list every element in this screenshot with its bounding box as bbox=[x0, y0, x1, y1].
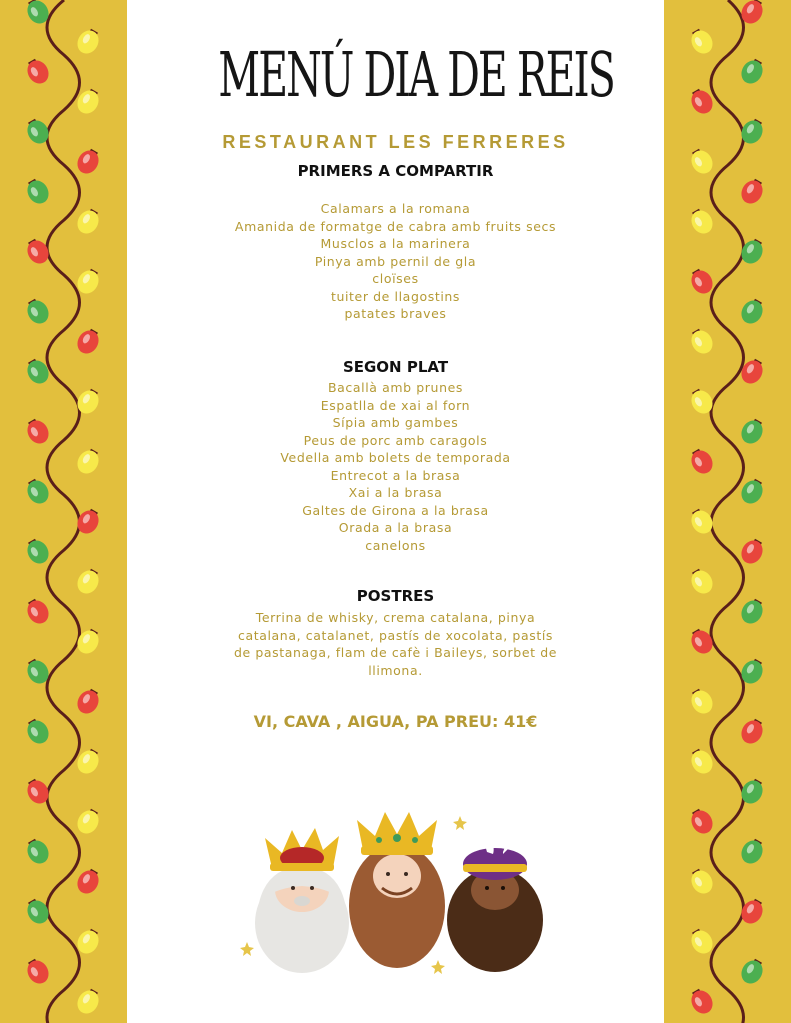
light-bulb-icon bbox=[73, 206, 103, 238]
right-garland-border bbox=[664, 0, 791, 1023]
light-bulb-icon bbox=[687, 566, 717, 598]
star-icon bbox=[240, 942, 254, 956]
light-bulb-icon bbox=[687, 146, 717, 178]
list-item: Amanida de formatge de cabra amb fruits secs bbox=[234, 218, 557, 234]
light-bulb-icon bbox=[737, 296, 767, 328]
light-bulb-icon bbox=[73, 866, 103, 898]
list-item: canelons bbox=[365, 537, 426, 553]
light-bulb-icon bbox=[23, 716, 53, 748]
list-item: Musclos a la marinera bbox=[320, 236, 471, 251]
list-item: Entrecot a la brasa bbox=[330, 467, 461, 483]
light-bulb-icon bbox=[73, 566, 103, 598]
list-item: Xai a la brasa bbox=[348, 485, 443, 500]
section-heading-primers: PRIMERS A COMPARTIR bbox=[297, 162, 494, 180]
light-bulb-icon bbox=[737, 56, 767, 88]
light-bulb-icon bbox=[687, 866, 717, 898]
light-bulb-icon bbox=[737, 836, 767, 868]
light-bulb-icon bbox=[73, 386, 103, 418]
primers-list bbox=[127, 200, 664, 323]
light-bulb-icon bbox=[737, 956, 767, 988]
list-item: Orada a la brasa bbox=[338, 520, 453, 535]
light-bulb-icon bbox=[687, 806, 717, 838]
list-item: Bacallà amb prunes bbox=[327, 380, 463, 395]
list-item: Sípia amb gambes bbox=[332, 415, 459, 430]
star-icon bbox=[431, 960, 445, 974]
left-garland-border bbox=[0, 0, 127, 1023]
section-heading-postres: POSTRES bbox=[356, 587, 435, 605]
list-item: Espatlla de xai al forn bbox=[320, 397, 471, 413]
light-bulb-icon bbox=[73, 806, 103, 838]
section-heading-segon: SEGON PLAT bbox=[342, 358, 449, 376]
light-bulb-icon bbox=[687, 326, 717, 358]
light-bulb-icon bbox=[23, 476, 53, 508]
light-bulb-icon bbox=[73, 446, 103, 478]
light-bulb-icon bbox=[737, 476, 767, 508]
light-bulb-icon bbox=[73, 26, 103, 58]
light-bulb-icon bbox=[737, 596, 767, 628]
list-item: Galtes de Girona a la brasa bbox=[302, 502, 489, 518]
king-brown-beard bbox=[349, 812, 445, 968]
light-bulb-icon bbox=[23, 56, 53, 88]
light-bulb-icon bbox=[23, 536, 53, 568]
light-bulb-icon bbox=[687, 446, 717, 478]
light-bulb-icon bbox=[687, 26, 717, 58]
price-footer: VI, CAVA , AIGUA, PA PREU: 41€ bbox=[253, 712, 538, 731]
light-bulb-icon bbox=[73, 686, 103, 718]
light-bulb-icon bbox=[23, 416, 53, 448]
list-item: patates braves bbox=[344, 306, 447, 321]
list-item: Pinya amb pernil de gla bbox=[314, 253, 477, 269]
light-bulb-icon bbox=[23, 176, 53, 208]
light-bulb-icon bbox=[73, 986, 103, 1018]
light-bulb-icon bbox=[737, 416, 767, 448]
list-item: Vedella amb bolets de temporada bbox=[280, 450, 511, 465]
list-item: Calamars a la romana bbox=[320, 201, 471, 216]
light-bulb-icon bbox=[23, 956, 53, 988]
garland-wire bbox=[47, 0, 80, 1023]
light-bulb-icon bbox=[73, 326, 103, 358]
light-bulb-icon bbox=[687, 206, 717, 238]
king-white-beard bbox=[255, 828, 349, 973]
string-lights-garland-icon bbox=[0, 0, 127, 1023]
string-lights-garland-icon bbox=[664, 0, 791, 1023]
restaurant-name: RESTAURANT LES FERRERES bbox=[222, 132, 569, 152]
menu-content bbox=[127, 0, 664, 1023]
list-item: tuiter de llagostins bbox=[330, 288, 461, 304]
three-kings-illustration bbox=[237, 808, 557, 983]
light-bulb-icon bbox=[73, 146, 103, 178]
list-item: Peus de porc amb caragols bbox=[303, 432, 488, 448]
light-bulb-icon bbox=[737, 716, 767, 748]
garland-wire bbox=[711, 0, 744, 1023]
light-bulb-icon bbox=[23, 836, 53, 868]
light-bulb-icon bbox=[73, 626, 103, 658]
light-bulb-icon bbox=[687, 686, 717, 718]
star-icon bbox=[453, 816, 467, 830]
light-bulb-icon bbox=[737, 536, 767, 568]
light-bulb-icon bbox=[687, 986, 717, 1018]
postres-description: Terrina de whisky, crema catalana, pinya catalana, catalanet, pastís de xocolata, pastís de pastanaga, flam de cafè i Baileys, sorbet de llimona. bbox=[233, 610, 558, 678]
segon-list bbox=[127, 379, 664, 554]
king-dark-beard bbox=[447, 837, 543, 972]
light-bulb-icon bbox=[23, 296, 53, 328]
list-item: cloïses bbox=[372, 271, 419, 286]
menu-title: MENÚ DIA DE REIS bbox=[218, 38, 614, 111]
light-bulb-icon bbox=[23, 596, 53, 628]
light-bulb-icon bbox=[737, 176, 767, 208]
